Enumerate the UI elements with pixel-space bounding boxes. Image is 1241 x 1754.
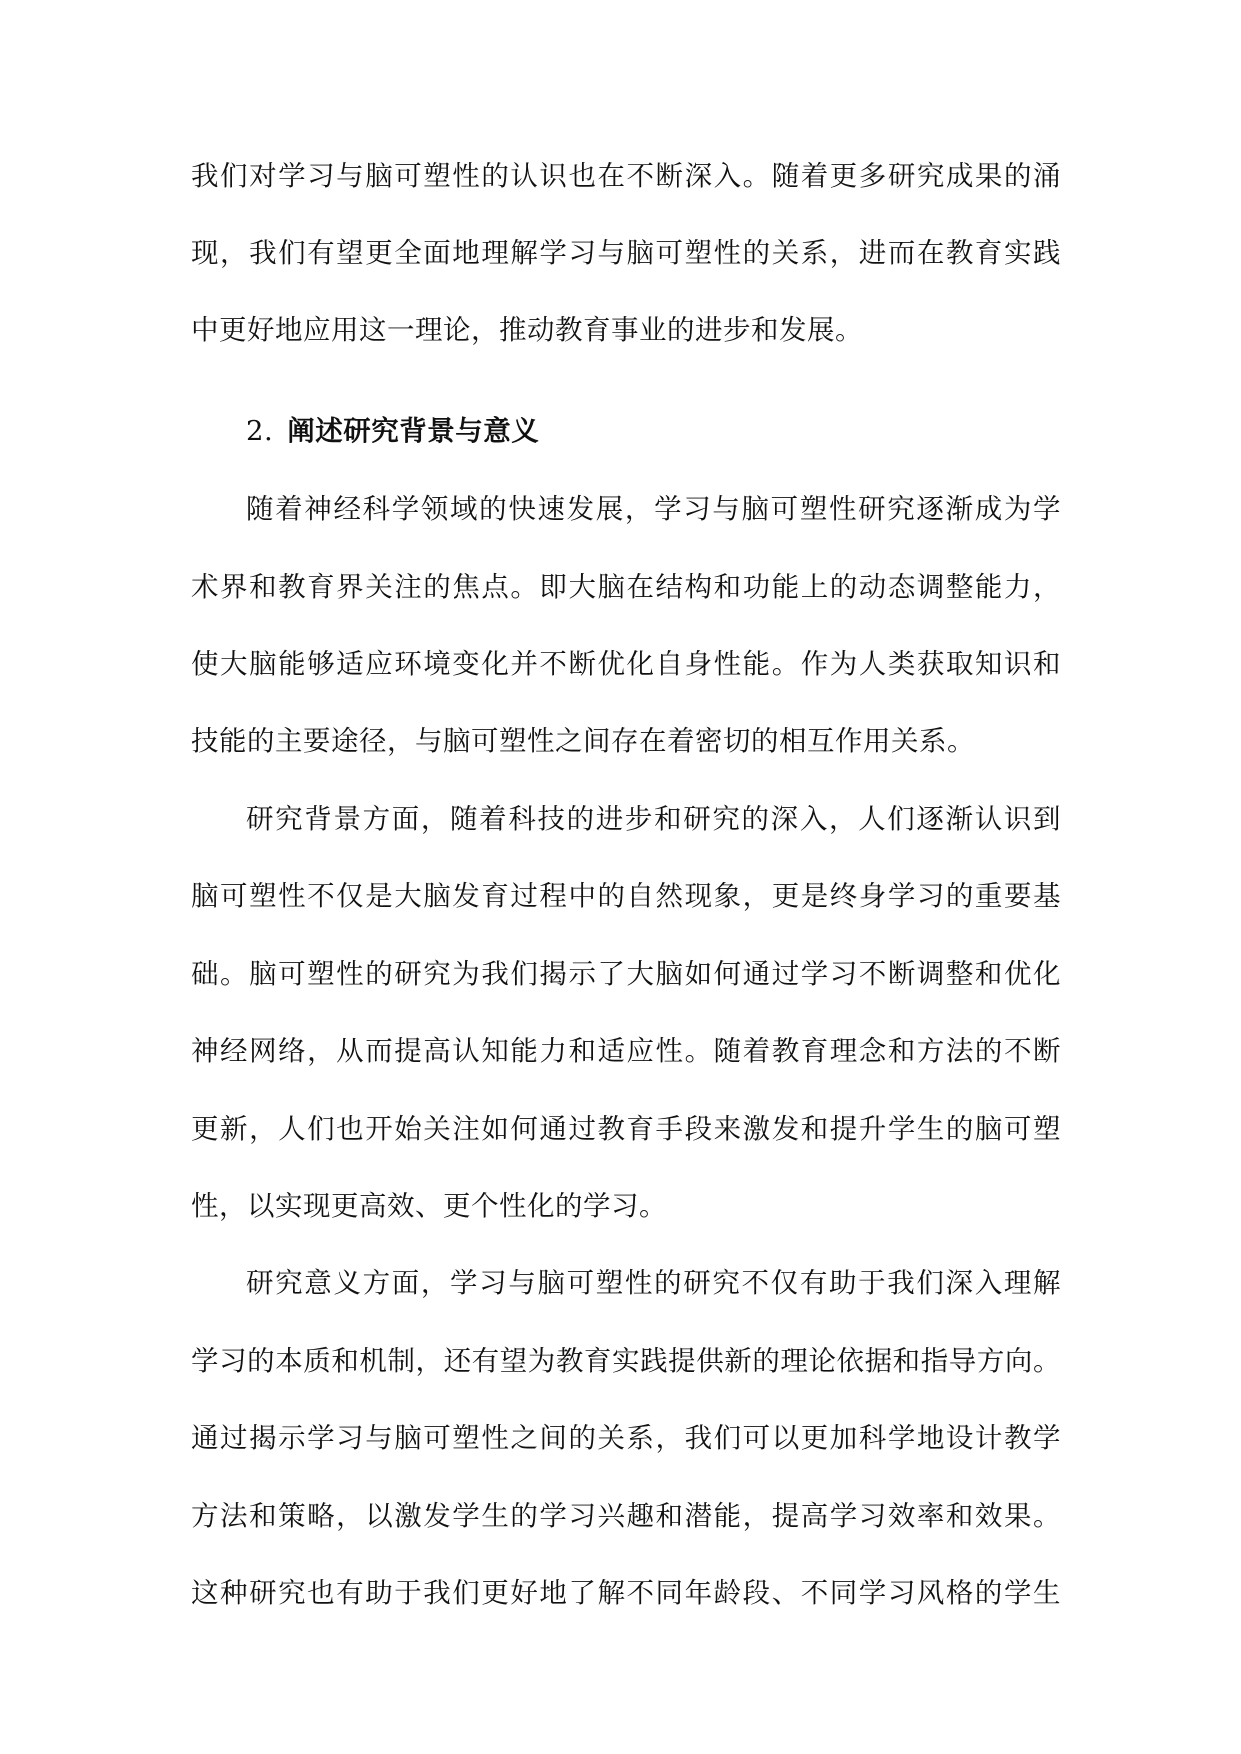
section-paragraph-2-line-0: 研究意义方面，学习与脑可塑性的研究不仅有助于我们深入理解	[246, 1267, 1061, 1299]
section-paragraph-0-line-3: 技能的主要途径，与脑可塑性之间存在着密切的相互作用关系。	[191, 725, 975, 757]
section-paragraph-2-line-3: 方法和策略，以激发学生的学习兴趣和潜能，提高学习效率和效果。	[191, 1500, 1061, 1532]
paragraph-0-line-0: 我们对学习与脑可塑性的认识也在不断深入。随着更多研究成果的涌	[191, 160, 1061, 192]
section-paragraph-1-line-4: 更新，人们也开始关注如何通过教育手段来激发和提升学生的脑可塑	[191, 1113, 1061, 1145]
section-heading	[246, 408, 539, 454]
section-paragraph-1-line-5: 性，以实现更高效、更个性化的学习。	[191, 1190, 667, 1222]
section-paragraph-0-line-0: 随着神经科学领域的快速发展，学习与脑可塑性研究逐渐成为学	[246, 493, 1061, 525]
section-paragraph-1-line-1: 脑可塑性不仅是大脑发育过程中的自然现象，更是终身学习的重要基	[191, 880, 1061, 912]
section-paragraph-0-line-2: 使大脑能够适应环境变化并不断优化自身性能。作为人类获取知识和	[191, 648, 1061, 680]
section-paragraph-0-line-1: 术界和教育界关注的焦点。即大脑在结构和功能上的动态调整能力，	[191, 571, 1061, 603]
section-paragraph-1-line-0: 研究背景方面，随着科技的进步和研究的深入，人们逐渐认识到	[246, 803, 1061, 835]
paragraph-0-line-1: 现，我们有望更全面地理解学习与脑可塑性的关系，进而在教育实践	[191, 237, 1061, 269]
section-paragraph-2-line-1: 学习的本质和机制，还有望为教育实践提供新的理论依据和指导方向。	[191, 1345, 1061, 1377]
paragraph-0-line-2: 中更好地应用这一理论，推动教育事业的进步和发展。	[191, 314, 863, 346]
section-paragraph-1-line-3: 神经网络，从而提高认知能力和适应性。随着教育理念和方法的不断	[191, 1035, 1061, 1067]
section-title: 阐述研究背景与意义	[287, 415, 540, 447]
section-number: 2.	[246, 415, 274, 447]
section-paragraph-1-line-2: 础。脑可塑性的研究为我们揭示了大脑如何通过学习不断调整和优化	[191, 958, 1061, 990]
section-paragraph-2-line-2: 通过揭示学习与脑可塑性之间的关系，我们可以更加科学地设计教学	[191, 1422, 1061, 1454]
section-paragraph-2-line-4: 这种研究也有助于我们更好地了解不同年龄段、不同学习风格的学生	[191, 1577, 1061, 1609]
